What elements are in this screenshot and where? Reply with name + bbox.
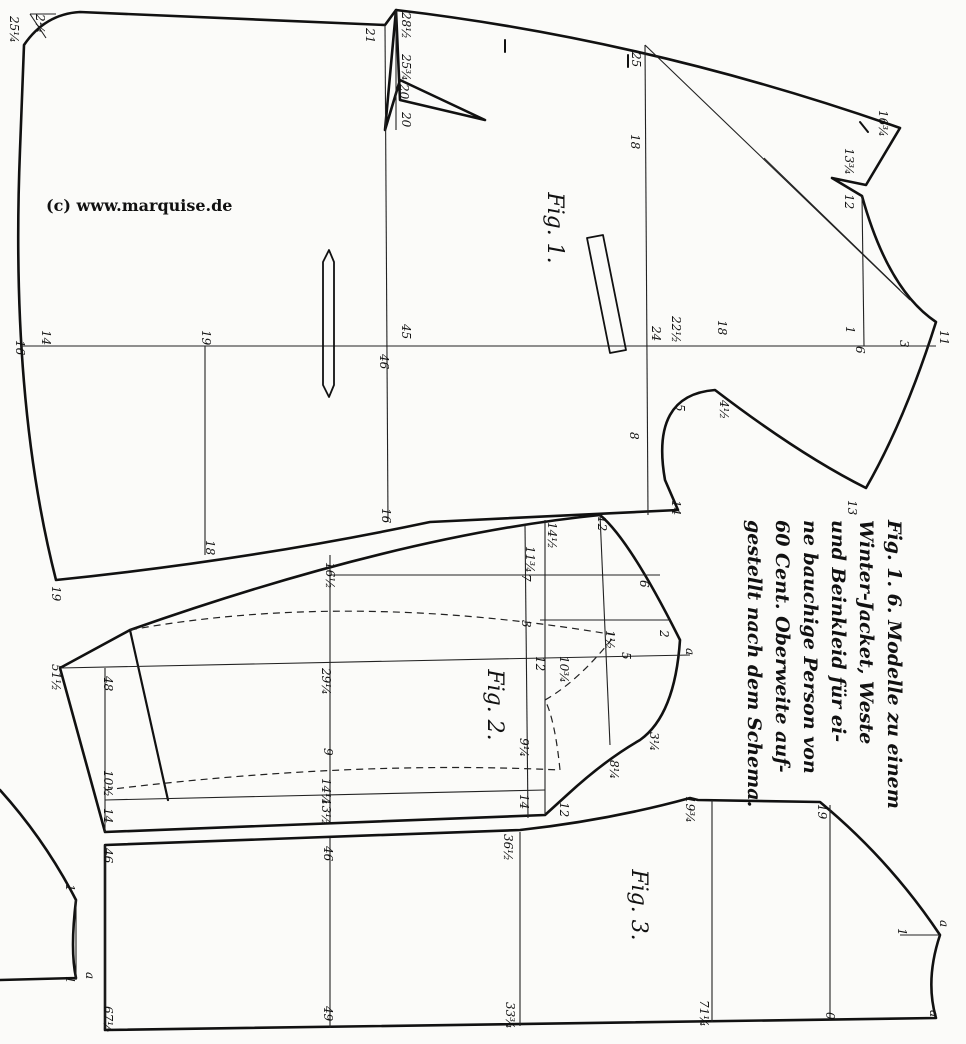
fig2-num: 16½ — [323, 562, 337, 589]
fig1-num: 46 — [377, 354, 391, 370]
fig2-construction-lines — [60, 515, 690, 832]
fig2-num: 12 — [557, 802, 571, 818]
fig1-num: 18 — [628, 134, 642, 150]
fig1-label: Fig. 1. — [542, 192, 567, 264]
fig1-num: 12 — [842, 194, 856, 210]
fig1-num: 19 — [49, 586, 63, 602]
fig1-num: 14 — [39, 330, 53, 346]
fig1-num: 25 — [629, 52, 643, 68]
fig1-num: 20 — [399, 112, 413, 128]
fig2-num: 6 — [637, 580, 651, 588]
fig1-num: 14 — [669, 500, 683, 516]
fig1-num: 16 — [379, 508, 393, 524]
fig2-num: 2 — [657, 630, 671, 638]
fig4-num: a — [83, 972, 97, 980]
fig3-construction-lines — [105, 800, 940, 1030]
fig2-num: 14 — [517, 794, 531, 810]
copyright-notice: (c) www.marquise.de — [46, 196, 233, 215]
caption-block — [743, 519, 905, 809]
fig2-num: 7 — [519, 574, 533, 582]
fig3-num: a — [927, 1010, 941, 1018]
fig3-num: 33¾ — [503, 1002, 517, 1029]
fig1-num: 18 — [715, 320, 729, 336]
fig2-num: 8¼ — [607, 760, 621, 780]
fig1-construction-lines — [20, 10, 936, 555]
fig3-num: 19¾ — [683, 796, 697, 823]
fig1-num: 25¾ — [399, 54, 413, 81]
fig3-num: 36½ — [501, 834, 515, 861]
caption-line-2: Winter-Jacket, Weste — [855, 520, 877, 745]
fig1-num: 3 — [897, 340, 911, 348]
fig1-num: 22½ — [669, 316, 683, 343]
fig4-num: 1 — [63, 976, 77, 984]
fig1-num: 6 — [853, 346, 867, 354]
caption-line-3: und Beinkleid für ei- — [827, 520, 849, 743]
fig2-num: a — [683, 648, 697, 656]
fig1-num: 5 — [673, 404, 687, 412]
fig1-num: 2¼ — [33, 14, 47, 34]
caption-line-5: 60 Cent. Oberweite auf- — [771, 520, 793, 773]
fig2-num: 13½ — [319, 798, 333, 825]
fig1-num: 45 — [399, 324, 413, 340]
fig2-label: Fig. 2. — [482, 669, 507, 741]
fig1-num: 1 — [843, 326, 857, 334]
fig1-num: 11 — [937, 330, 951, 346]
fig1-num: 13 — [845, 500, 859, 516]
fig1-num: 25¼ — [7, 16, 21, 43]
fig3-label: Fig. 3. — [626, 869, 651, 941]
fig1-num: 8 — [627, 432, 641, 440]
fig2-num: 48 — [101, 676, 115, 692]
fig1-outline — [18, 10, 936, 580]
fig2-num: 29¼ — [319, 668, 333, 695]
fig2-num: 1½ — [603, 630, 617, 650]
fig3-num: 1 — [895, 928, 909, 936]
fig2-num: 3 — [519, 620, 533, 628]
fig2-num: 51½ — [49, 664, 63, 691]
fig3-num: 46 — [321, 846, 335, 862]
caption-line-6: gestellt nach dem Schema. — [743, 520, 765, 808]
fig3-num: 19 — [815, 804, 829, 820]
fig1-num: 13¾ — [842, 148, 856, 175]
fig1-num: 24 — [649, 326, 663, 342]
caption-line-4: ne bauchige Person von — [799, 520, 821, 774]
fig3-num: 0 — [823, 1012, 837, 1020]
fig2-num: 14 — [101, 808, 115, 824]
fig2-num: 9 — [321, 748, 335, 756]
fig3-num: 71¼ — [697, 1000, 711, 1027]
fig2-num: 10¾ — [557, 656, 571, 683]
fig2-num: 12 — [595, 516, 609, 532]
fig3-num: 67½ — [101, 1006, 115, 1033]
fig1-measurements — [7, 11, 951, 602]
fig2-measurements — [49, 516, 697, 825]
caption-line-1: Fig. 1. 6. Modelle zu einem — [883, 520, 905, 809]
fig1-num: 18 — [203, 540, 217, 556]
fig1-num: 20 — [397, 84, 411, 100]
fig2-num: 14½ — [545, 522, 559, 549]
fig1-num: 4½ — [717, 400, 731, 420]
fig1-num: 16¾ — [876, 110, 890, 137]
fig2-num: 14¼ — [319, 778, 333, 805]
fig1-num: 28½ — [399, 12, 413, 39]
fig3-num: a — [937, 920, 951, 928]
fig2-num: 10½ — [101, 770, 115, 797]
fig4-num: 1 — [63, 884, 77, 892]
fig1-num: 19 — [199, 330, 213, 346]
fig2-num: 5 — [619, 652, 633, 660]
fig1-num: 21 — [363, 28, 377, 44]
fig3-num: 49 — [321, 1006, 335, 1022]
fig2-num: 9¼ — [517, 738, 531, 758]
fig2-num: 3¼ — [647, 732, 661, 752]
fig1-num: 16 — [13, 340, 27, 356]
fig2-num: 12 — [533, 656, 547, 672]
fig2-num: 11¾ — [523, 546, 537, 573]
fig3-num: 46 — [101, 848, 115, 864]
fig3-outline — [105, 798, 940, 1030]
